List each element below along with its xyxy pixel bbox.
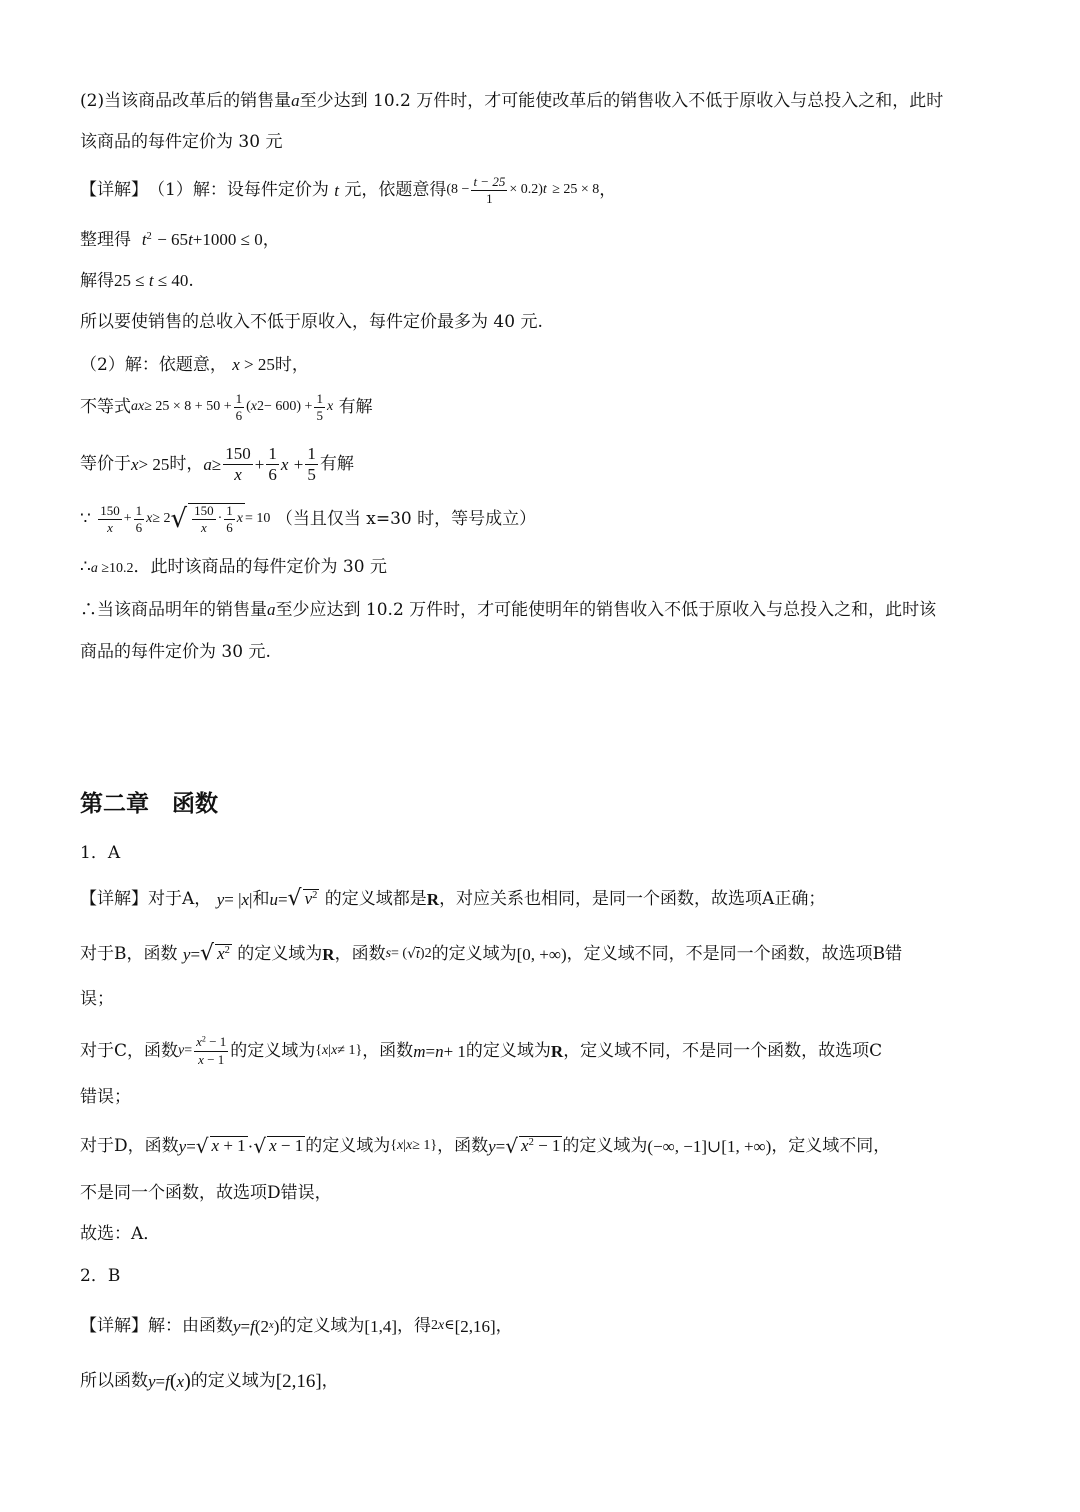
radicand [210,1136,248,1156]
text: 的定义域为 [465,1040,551,1061]
var-n: n [435,1041,444,1061]
solution-line-result [80,559,387,576]
text: 元，依题意得 [344,179,447,200]
expr: ) [419,946,425,961]
expr: + [254,454,265,474]
solution-line-conclusion1 [80,314,543,331]
solution-line-inequality: 不等式 ax ≥ 25 × 8 + 50 + $\frac{1}{6}$ ( x 2 − 600) + $\frac{1}{5}$ x 有解 [80,390,373,423]
var-u: u [269,889,278,909]
q1-option-d [80,1131,890,1161]
expr: | [328,1043,332,1058]
expr: ( [246,399,251,414]
var-y: y [182,944,191,964]
text: 的定义域为 [562,1135,648,1156]
expr: = 10 [245,511,271,526]
denominator: x [234,464,242,484]
part2-conclusion-line1 [80,92,943,110]
expr: ≥ 2 [152,511,171,526]
expr: > 25 [138,454,170,474]
denominator [196,1052,226,1068]
expr: · [247,1136,254,1156]
text: 等价于 [80,453,131,474]
text: 的定义域为 [431,943,517,964]
var-x: x [236,511,244,527]
text: ，得 [396,1315,431,1336]
var-x: x [241,889,250,909]
text: ．此时该商品的每件定价为 30 元 [133,557,387,577]
radical-sign: √ [253,1134,267,1158]
expr: (8 − [446,182,470,197]
var-y: y [216,889,225,909]
text: 误； [80,989,114,1009]
solution-final-line2 [80,644,271,661]
expr: − 1 [205,1033,227,1049]
text: （2）解：依题意， [80,355,227,375]
fraction [266,445,279,484]
text: 有解 [319,453,354,474]
var-t: t [148,271,154,290]
radicand [519,1136,562,1156]
expr: ≥ [211,454,222,474]
text: 的定义域为 [190,1370,276,1391]
punct: . [188,271,194,291]
expr: − 1 [276,1136,304,1156]
expr: = [240,1316,251,1336]
expr: − 65 [157,230,189,249]
expr: ≥ 25 × 8 + 50 + [144,399,232,414]
fraction [224,504,235,534]
var-x: x [406,1138,413,1153]
text: 解得 [80,271,114,291]
text: 的定义域为 [237,943,323,964]
radicand [267,1136,305,1156]
var-y: y [233,1316,241,1336]
expr: ≤ 40 [153,271,189,290]
var-x: x [176,1371,185,1391]
func-f: f [250,1316,255,1336]
expr: ( [169,1370,177,1392]
radicand [215,944,232,964]
expr: · [217,511,223,527]
text: 对于A， [148,888,212,909]
expr: = [186,1136,196,1156]
text: 所以函数 [80,1370,148,1391]
var-t: t [141,230,147,249]
numerator: t − 25 [473,173,506,189]
exponent: 2 [528,1137,534,1149]
var-x: x [211,1136,220,1156]
var-v: v [304,889,313,909]
expr: ≥ 1} [412,1138,438,1153]
text: 的定义域为 [279,1315,365,1336]
punct: ， [321,1370,339,1391]
solution-line-equivalent [80,441,354,487]
var-y: y [488,1136,496,1156]
denominator: 6 [235,407,243,423]
interval: (−∞, −1]∪[1, +∞) [647,1136,772,1156]
denominator: 6 [268,464,277,484]
text: ，函数 [362,1040,414,1061]
text: 至少应达到 10.2 万件时，才可能使明年的销售收入不低于原收入与总投入之和，此时该 [275,600,937,620]
expr: +1000 ≤ 0 [192,230,263,249]
expr: ∈ [444,1318,455,1333]
text: 的定义域为 [230,1040,316,1061]
numerator: 150 [194,503,214,519]
numerator: 1 [226,503,233,519]
var-x: x [269,1136,277,1156]
expr: = [277,889,288,909]
expr: = [184,1043,193,1058]
radical-sign: √ [505,1134,519,1158]
numerator: 150 [100,502,120,518]
text: 所以要使销售的总收入不低于原收入，每件定价最多为 40 元. [80,312,543,332]
text: 整理得 [80,230,131,250]
var-a: a [90,561,98,576]
text: 对于B，函数 [80,943,178,964]
text: (2)当该商品改革后的销售量 [80,91,292,111]
chapter-title: 第二章 函数 [80,791,218,817]
fraction [194,1035,228,1067]
fraction [471,175,507,205]
numerator: 1 [135,502,143,518]
expr: ≠ 1} [337,1043,363,1058]
numerator: 1 [268,443,277,463]
q1-option-c [80,1030,882,1072]
text: ∴当该商品明年的销售量 [80,600,267,620]
exponent: 2 [224,945,230,957]
expr: = [495,1136,506,1156]
q1-option-c-cont [80,1089,131,1106]
expr: = [190,944,201,964]
text: 的定义域为 [305,1135,391,1156]
denominator: 5 [307,464,316,484]
var-t: t [188,230,193,249]
text: ，定义域不同， [771,1135,891,1156]
text: 商品的每件定价为 30 元. [80,642,271,662]
answer-label: 1．A [80,843,121,863]
text: 的定义域都是 [324,888,427,909]
var-a: a [291,91,300,110]
answer-label: 2．B [80,1266,121,1286]
text: ，定义域不同，不是同一个函数，故选项C [563,1040,883,1061]
var-t: t [542,182,547,197]
var-a: a [203,454,212,474]
exponent: 2 [312,890,318,902]
var-a: a [267,600,276,619]
text: 对于C，函数 [80,1040,179,1061]
radical-sign: √ [287,886,302,911]
var-x: x [326,399,334,414]
var-ax: ax [131,399,145,414]
therefore-symbol: ∴ [80,557,91,577]
denominator: 6 [226,520,233,535]
expr: + 1 [443,1041,466,1061]
expr: ≥ 25 × 8 [552,182,600,197]
q2-answer [80,1268,120,1285]
because-symbol: ∵ [80,508,91,529]
punct: ， [262,230,280,250]
denominator: x [200,520,207,535]
solution-line-solve [80,272,194,290]
var-x: x [280,454,289,474]
var-x: x [521,1136,529,1156]
denominator: 6 [135,519,143,535]
expr: × 0.2) [509,182,543,197]
var-s: s [385,946,392,961]
var-x: x [131,454,139,474]
expr: { [390,1138,397,1153]
var-y: y [148,1371,156,1391]
var-x: x [250,399,257,414]
q1-option-b: 对于B，函数 y = √ $x^2$ 的定义域为 R ，函数 s = ( √ t ) 2 的定义域为 [0, +∞) ，定义域不同，不是同一个函数，故选项B错 [80,941,903,966]
solution-part1-setup [80,174,616,206]
expr: 25 ≤ [114,271,149,290]
solution-part2-setup [80,356,309,374]
var-x: x [322,1043,329,1058]
text: 有解 [338,396,373,417]
denominator: 1 [486,190,493,206]
q1-option-d-cont [80,1185,332,1202]
numerator [194,1035,228,1052]
text: （1）解：设每件定价为 [148,179,329,200]
expr: − 600) + [263,399,313,414]
detail-label: 【详解】 [80,1315,148,1336]
var-t: t [416,946,420,962]
var-x: x [146,511,153,526]
fraction [305,445,318,484]
var-x: x [396,1138,404,1153]
text: ，函数 [437,1135,489,1156]
interval: [0, +∞) [516,944,567,964]
var-y: y [178,1043,185,1058]
q2-detail-line1: 【详解】 解：由函数 y = f (2 x ) 的定义域为 [1,4] ，得 2 x ∈ [2,16] ， [80,1315,513,1336]
expr: + 1 [219,1136,246,1156]
expr: | [403,1138,406,1153]
fraction [192,504,216,534]
punct: ， [599,179,617,200]
set-R: R [426,889,440,909]
text: 不是同一个函数，故选项D错误， [80,1183,332,1203]
solution-final-line1 [80,601,936,619]
interval: [2,16] [454,1316,496,1336]
text: 解：由函数 [148,1315,233,1336]
radical-sign: √ [200,941,215,966]
radicand [188,503,245,534]
q1-option-a [80,884,825,914]
numerator: 1 [316,390,323,406]
radical-sign: √ [195,1134,209,1158]
text: 至少达到 10.2 万件时，才可能使改革后的销售收入不低于原收入与总投入之和，此时 [299,91,944,111]
expr: = [155,1371,166,1391]
expr: ) [184,1370,191,1392]
var-x: x [198,1051,204,1067]
text: 时， [169,453,204,474]
expr: ) [273,1316,280,1336]
var-y: y [178,1136,187,1156]
part2-conclusion-line2 [80,134,282,151]
expr: > 25 [239,355,275,374]
expr: ≥10.2 [97,561,134,576]
var-t: t [334,180,339,200]
detail-label: 【详解】 [80,888,148,909]
interval: [2,16] [275,1370,322,1392]
expr: (2 [254,1316,270,1336]
fraction [314,392,325,422]
expr: = ( [391,946,408,961]
solution-line-arrange [80,231,280,249]
var-m: m [413,1041,426,1061]
var-x: x [196,1033,202,1049]
text: 不等式 [80,396,131,417]
text: 和 [252,888,270,909]
detail-label: 【详解】 [80,179,148,200]
expr: | [249,889,253,909]
set-R: R [322,944,335,964]
text: 对于D，函数 [80,1135,179,1156]
denominator: 5 [316,407,323,423]
solution-line-amgm [80,498,536,540]
fraction [98,504,122,534]
numerator: 1 [235,390,243,406]
exponent: 2 [201,1034,206,1044]
expr: { [315,1043,323,1058]
var-x: x [331,1043,338,1058]
text: ，对应关系也相同，是同一个函数，故选项A正确； [439,888,826,909]
q1-option-b-cont [80,991,114,1008]
text: 时， [274,355,309,375]
punct: ， [495,1315,513,1336]
var-x: x [217,944,225,964]
expr: = [425,1041,436,1061]
set-R: R [550,1041,564,1061]
text: （当且仅当 x=30 时，等号成立） [275,508,537,529]
expr: − 1 [203,1051,225,1067]
fraction [234,392,245,422]
text: ，定义域不同，不是同一个函数，故选项B错 [566,943,903,964]
expr: − 1 [533,1136,561,1156]
interval: [1,4] [364,1316,397,1336]
exponent: 2 [146,231,152,243]
fraction [223,445,253,484]
text: 错误； [80,1087,131,1107]
func-f: f [165,1371,170,1391]
numerator: 150 [225,443,251,463]
radicand [303,889,320,909]
denominator: x [107,519,113,535]
q2-detail-line2 [80,1366,339,1396]
expr: + [123,511,132,526]
q1-answer [80,845,120,862]
fraction [134,504,145,534]
var-x: x [232,355,240,374]
text: 故选：A． [80,1224,161,1244]
radical-sign: √ [407,946,417,962]
expr: + [293,454,304,474]
radical-sign: √ [170,504,188,534]
q1-choice [80,1226,160,1243]
text: 该商品的每件定价为 30 元 [80,132,283,152]
chapter-heading [80,793,218,816]
expr: 2 [430,1318,438,1333]
numerator: 1 [307,443,316,463]
text: ，函数 [334,943,386,964]
expr: = | [224,889,242,909]
